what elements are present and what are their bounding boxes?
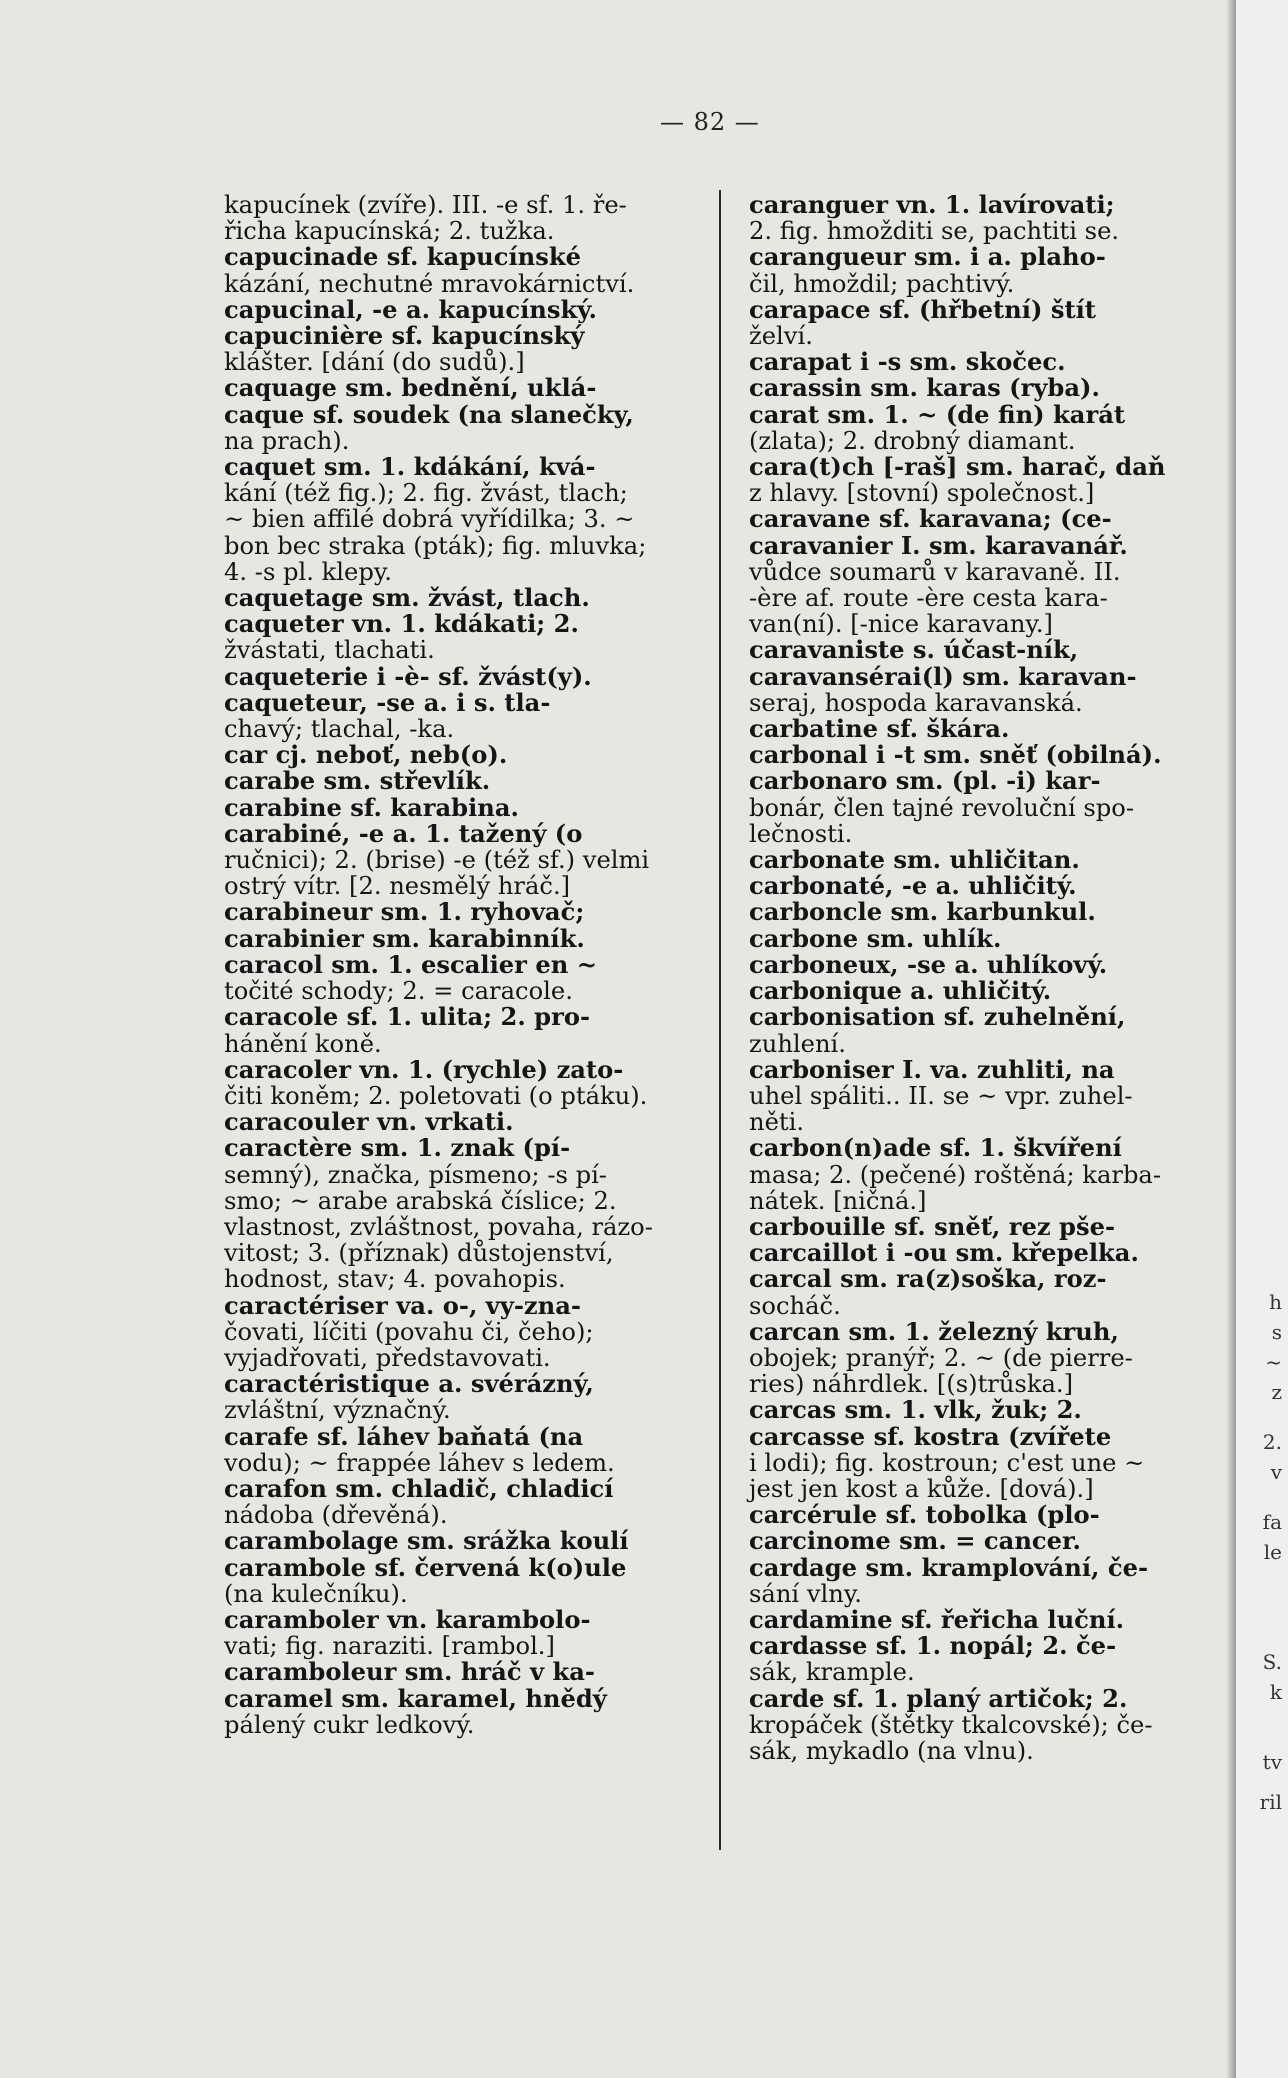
adjacent-page-edge (1236, 0, 1288, 2078)
left-line: vati; fig. naraziti. [rambol.] (224, 1632, 555, 1661)
right-line: i lodi); fig. kostroun; c'est une ~ (749, 1448, 1145, 1477)
left-line: caqueter vn. 1. kdákati; 2. (224, 609, 579, 639)
left-line: carafon sm. chladič, chladicí (224, 1473, 614, 1503)
left-line: caramel sm. karamel, hnědý (224, 1683, 607, 1713)
right-line: van(ní). [-nice karavany.] (749, 610, 1053, 639)
left-line: caquetage sm. žvást, tlach. (224, 583, 590, 613)
right-column (749, 192, 1199, 1764)
left-line: carabe sm. střevlík. (224, 766, 491, 796)
right-line: cara(t)ch [-raš] sm. harač, daň (749, 452, 1166, 482)
right-line: carboneux, -se a. uhlíkový. (749, 949, 1108, 979)
right-line: lečnosti. (749, 819, 853, 848)
left-line: caramboler vn. karambolo- (224, 1604, 591, 1634)
right-line: carcas sm. 1. vlk, žuk; 2. (749, 1395, 1082, 1425)
left-line: nádoba (dřevěná). (224, 1501, 448, 1530)
left-line: carabine sf. karabina. (224, 792, 519, 822)
right-line: carcasse sf. kostra (zvířete (749, 1421, 1112, 1451)
right-line: carapace sf. (hřbetní) štít (749, 294, 1096, 324)
left-line: carabinier sm. karabinník. (224, 923, 585, 953)
right-line: zuhlení. (749, 1029, 846, 1058)
right-line: želví. (749, 322, 813, 351)
left-line: smo; ~ arabe arabská číslice; 2. (224, 1186, 617, 1215)
margin-fragment: h (1269, 1290, 1282, 1314)
right-line: cardage sm. kramplování, če- (749, 1552, 1148, 1582)
left-line: car cj. neboť, neb(o). (224, 740, 508, 770)
right-line: 2. fig. hmožditi se, pachtiti se. (749, 217, 1120, 246)
right-line: jest jen kost a kůže. [dová).] (749, 1474, 1094, 1503)
right-line: carcal sm. ra(z)soška, roz- (749, 1264, 1107, 1294)
right-line: nátek. [ničná.] (749, 1186, 927, 1215)
right-line: carcan sm. 1. železný kruh, (749, 1316, 1119, 1346)
right-line: carassin sm. karas (ryba). (749, 373, 1100, 403)
right-line: carbatine sf. škára. (749, 714, 1010, 744)
right-line: ries) náhrdlek. [(s)trůska.] (749, 1370, 1074, 1399)
right-line: carcaillot i -ou sm. křepelka. (749, 1238, 1139, 1268)
page-fold-shadow (1226, 0, 1236, 2078)
margin-fragment: fa (1262, 1510, 1282, 1534)
left-column (224, 192, 694, 1738)
left-line: vitost; 3. (příznak) důstojenství, (224, 1239, 614, 1268)
left-line: žvástati, tlachati. (224, 636, 435, 665)
right-line: caravansérai(l) sm. karavan- (749, 661, 1137, 691)
right-line: čil, hmoždil; pachtivý. (749, 269, 1015, 298)
right-line: kropáček (štětky tkalcovské); če- (749, 1710, 1153, 1739)
left-line: vyjadřovati, představovati. (224, 1343, 551, 1372)
left-line: capucinière sf. kapucínský (224, 321, 585, 351)
right-line: carcérule sf. tobolka (plo- (749, 1500, 1100, 1530)
left-line: caracole sf. 1. ulita; 2. pro- (224, 1002, 591, 1032)
right-line: carapat i -s sm. skočec. (749, 347, 1066, 377)
left-line: caque sf. soudek (na slanečky, (224, 399, 634, 429)
page-number: — 82 — (660, 108, 760, 136)
left-line: carabineur sm. 1. ryhovač; (224, 897, 585, 927)
right-line: vůdce soumarů v karavaně. II. (749, 557, 1121, 586)
left-line: caquet sm. 1. kdákání, kvá- (224, 452, 596, 482)
margin-fragment: v (1270, 1460, 1282, 1484)
column-divider (719, 190, 721, 1850)
right-line: z hlavy. [stovní) společnost.] (749, 479, 1095, 508)
margin-fragment: S. (1262, 1650, 1282, 1674)
left-line: carafe sf. láhev baňatá (na (224, 1421, 584, 1451)
left-line: na prach). (224, 426, 350, 455)
left-line: řicha kapucínská; 2. tužka. (224, 217, 555, 246)
right-line: sák, krample. (749, 1658, 915, 1687)
left-line: čovati, líčiti (povahu či, čeho); (224, 1317, 594, 1346)
left-line: carambolage sm. srážka koulí (224, 1526, 629, 1556)
left-line: pálený cukr ledkový. (224, 1710, 475, 1739)
left-line: ~ bien affilé dobrá vyřídilka; 3. ~ (224, 505, 635, 534)
right-line: bonár, člen tajné revoluční spo- (749, 793, 1135, 822)
left-line: kání (též fig.); 2. fig. žvást, tlach; (224, 479, 628, 508)
left-line: hánění koně. (224, 1029, 382, 1058)
left-line: caramboleur sm. hráč v ka- (224, 1657, 595, 1687)
right-line: masa; 2. (pečené) roštěná; karba- (749, 1160, 1162, 1189)
right-line: uhel spáliti.. II. se ~ vpr. zuhel- (749, 1081, 1133, 1110)
left-line: carambole sf. červená k(o)ule (224, 1552, 627, 1582)
right-line: cardasse sf. 1. nopál; 2. če- (749, 1631, 1117, 1661)
right-line: cardamine sf. řeřicha luční. (749, 1604, 1125, 1634)
right-line: carbon(n)ade sf. 1. škvíření (749, 1133, 1122, 1163)
right-line: seraj, hospoda karavanská. (749, 688, 1083, 717)
left-line: chavý; tlachal, -ka. (224, 715, 455, 744)
left-line: semný), značka, písmeno; -s pí- (224, 1160, 607, 1189)
left-line: hodnost, stav; 4. povahopis. (224, 1265, 566, 1294)
right-line: sák, mykadlo (na vlnu). (749, 1736, 1034, 1765)
left-line: bon bec straka (pták); fig. mluvka; (224, 531, 647, 560)
left-line: točité schody; 2. = caracole. (224, 977, 573, 1006)
left-line: klášter. [dání (do sudů).] (224, 348, 525, 377)
left-line: čiti koněm; 2. poletovati (o ptáku). (224, 1081, 648, 1110)
left-line: (na kulečníku). (224, 1579, 408, 1608)
margin-fragment: ~ (1265, 1350, 1282, 1374)
right-line: carboniser I. va. zuhliti, na (749, 1054, 1115, 1084)
left-line: caquage sm. bednění, uklá- (224, 373, 597, 403)
left-line: 4. -s pl. klepy. (224, 557, 392, 586)
right-line: carangueur sm. i a. plaho- (749, 242, 1106, 272)
right-line: caravaniste s. účast-ník, (749, 635, 1079, 665)
margin-fragment: s (1271, 1320, 1282, 1344)
left-line: caracol sm. 1. escalier en ~ (224, 949, 598, 979)
right-line: carbonate sm. uhličitan. (749, 845, 1080, 875)
right-line: caravanier I. sm. karavanář. (749, 530, 1128, 560)
right-line: caravane sf. karavana; (ce- (749, 504, 1112, 534)
left-line: caractériser va. o-, vy-zna- (224, 1290, 581, 1320)
margin-fragment: k (1269, 1680, 1282, 1704)
right-line: carbonal i -t sm. sněť (obilná). (749, 740, 1162, 770)
right-line: caranguer vn. 1. lavírovati; (749, 190, 1115, 219)
right-line: carbonaro sm. (pl. -i) kar- (749, 766, 1101, 796)
left-line: caractère sm. 1. znak (pí- (224, 1133, 571, 1163)
right-line: sání vlny. (749, 1579, 862, 1608)
left-line: kapucínek (zvíře). III. -e sf. 1. ře- (224, 191, 627, 219)
right-line: (zlata); 2. drobný diamant. (749, 426, 1076, 455)
right-line: carboncle sm. karbunkul. (749, 897, 1096, 927)
left-line: caqueterie i -è- sf. žvást(y). (224, 661, 592, 691)
left-line: capucinade sf. kapucínské (224, 242, 581, 272)
right-line: carbone sm. uhlík. (749, 923, 1002, 953)
left-line: caractéristique a. svérázný, (224, 1369, 594, 1399)
left-line: zvláštní, význačný. (224, 1396, 451, 1425)
left-line: kázání, nechutné mravokárnictví. (224, 269, 635, 298)
margin-fragment: 2. (1262, 1430, 1282, 1454)
right-line: carde sf. 1. planý artičok; 2. (749, 1683, 1128, 1713)
right-line: carbouille sf. sněť, rez pše- (749, 1211, 1116, 1241)
left-line: caracoler vn. 1. (rychle) zato- (224, 1054, 624, 1084)
right-line: carbonaté, -e a. uhličitý. (749, 871, 1077, 901)
right-line: carcinome sm. = cancer. (749, 1526, 1081, 1556)
left-line: ručnici); 2. (brise) -e (též sf.) velmi (224, 846, 650, 875)
margin-fragment: tv (1262, 1750, 1282, 1774)
left-line: caqueteur, -se a. i s. tla- (224, 687, 551, 717)
left-line: caracouler vn. vrkati. (224, 1107, 514, 1137)
left-line: vodu); ~ frappée láhev s ledem. (224, 1448, 615, 1477)
right-line: socháč. (749, 1291, 841, 1320)
right-line: obojek; pranýř; 2. ~ (de pierre- (749, 1343, 1133, 1372)
right-line: carat sm. 1. ~ (de fin) karát (749, 399, 1126, 429)
margin-fragment: le (1263, 1540, 1282, 1564)
margin-fragment: z (1271, 1380, 1282, 1404)
right-line: -ère af. route -ère cesta kara- (749, 584, 1108, 613)
right-line: carbonique a. uhličitý. (749, 976, 1052, 1006)
margin-fragment: ril (1259, 1790, 1282, 1814)
left-line: ostrý vítr. [2. nesmělý hráč.] (224, 872, 571, 901)
right-line: něti. (749, 1108, 805, 1137)
left-line: vlastnost, zvláštnost, povaha, rázo- (224, 1212, 653, 1241)
left-line: capucinal, -e a. kapucínský. (224, 294, 597, 324)
right-line: carbonisation sf. zuhelnění, (749, 1002, 1126, 1032)
left-line: carabiné, -e a. 1. tažený (o (224, 818, 583, 848)
